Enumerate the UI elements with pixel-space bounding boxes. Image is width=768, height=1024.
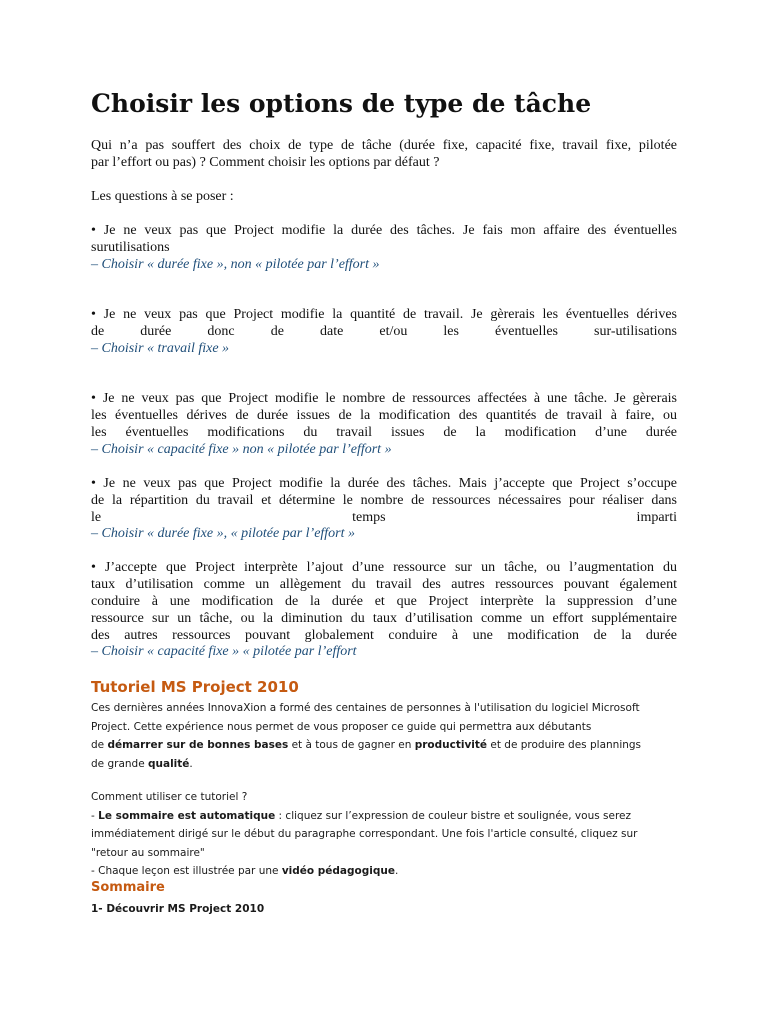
question-line: • Je ne veux pas que Project modifie le nombre de ressources affectées à une tâche. Je gèrerais (91, 391, 677, 406)
question-line: surutilisations (91, 240, 170, 255)
usage-line: immédiatement dirigé sur le début du paragraphe correspondant. Une fois l'article consulté, cliquez sur (91, 828, 638, 840)
usage-label: Comment utiliser ce tutoriel ? (91, 791, 248, 803)
sommaire-heading: Sommaire (91, 880, 165, 895)
text-run: et de produire des plannings (487, 739, 642, 751)
usage-line (91, 862, 677, 881)
question-line: • J’accepte que Project interprète l’ajout d’une ressource sur un tâche, ou l’augmentation du (91, 560, 677, 575)
question-line: • Je ne veux pas que Project modifie la durée des tâches. Je fais mon affaire des éventuelles (91, 223, 677, 238)
question-item (91, 559, 677, 644)
text-run: de grande (91, 757, 148, 770)
text-run: . (189, 757, 193, 770)
choice-recommendation: – Choisir « durée fixe », « pilotée par l’effort » (91, 526, 356, 541)
emphasis-text: vidéo pédagogique (281, 865, 395, 877)
sommaire-first-item[interactable] (91, 900, 677, 919)
choice-recommendation: – Choisir « capacité fixe » « pilotée par l’effort (91, 644, 357, 659)
question-line: • Je ne veux pas que Project modifie la quantité de travail. Je gèrerais les éventuelles dérives (91, 307, 677, 322)
question-line: de la répartition du travail et détermine le nombre de ressources nécessaires pour réaliser dans (91, 493, 677, 508)
question-item (91, 475, 677, 526)
usage-line (91, 807, 677, 826)
emphasis-text: Le sommaire est automatique (98, 809, 276, 822)
tutorial-line (91, 736, 677, 755)
usage-line: "retour au sommaire" (91, 846, 205, 859)
choice-recommendation: – Choisir « travail fixe » (91, 341, 230, 356)
intro-line: Qui n’a pas souffert des choix de type de tâche (durée fixe, capacité fixe, travail fixe, pilotée (91, 138, 677, 153)
emphasis-text: qualité (148, 757, 190, 770)
usage-instructions (91, 788, 677, 881)
question-line: ressource sur un tâche, ou la diminution du taux d’utilisation comme un effort supplémentaire (91, 611, 677, 626)
emphasis-text: démarrer sur de bonnes bases (107, 739, 289, 751)
text-run: et à tous de gagner en (288, 739, 415, 751)
question-item (91, 306, 677, 340)
text-run: de (91, 739, 108, 751)
question-line: • Je ne veux pas que Project modifie la durée des tâches. Mais j’accepte que Project s’occupe (91, 476, 677, 491)
sommaire-item-label: 1- Découvrir MS Project 2010 (91, 903, 265, 915)
text-run: - (91, 809, 99, 822)
text-run: . (394, 865, 399, 877)
choice-recommendation: – Choisir « capacité fixe » non « pilotée par l’effort » (91, 442, 392, 457)
tutorial-line (91, 755, 677, 774)
questions-label: Les questions à se poser : (91, 189, 234, 204)
page-title: Choisir les options de type de tâche (91, 89, 592, 118)
text-run: : cliquez sur l’expression de couleur bistre et soulignée, vous serez (275, 809, 632, 822)
question-line: des autres ressources pouvant globalement conduire à une modification de la durée (91, 628, 677, 643)
question-line: le temps imparti (91, 510, 677, 525)
intro-paragraph (91, 137, 677, 171)
tutorial-paragraph (91, 699, 677, 773)
question-line: taux d’utilisation comme un allègement du travail des autres ressources pouvant également (91, 577, 677, 592)
tutorial-line: Project. Cette expérience nous permet de vous proposer ce guide qui permettra aux débutants (91, 720, 592, 733)
question-line: conduire à une modification de la durée et que Project interprète la suppression d’une (91, 594, 677, 609)
emphasis-text: productivité (414, 739, 488, 751)
choice-recommendation: – Choisir « durée fixe », non « pilotée par l’effort » (91, 257, 380, 272)
question-item (91, 222, 677, 256)
question-line: de durée donc de date et/ou les éventuelles sur-utilisations (91, 324, 677, 339)
tutorial-line: Ces dernières années InnovaXion a formé des centaines de personnes à l'utilisation du logiciel Microsoft (91, 702, 640, 714)
question-line: les éventuelles modifications du travail issues de la modification d’une durée (91, 425, 677, 440)
question-item (91, 390, 677, 441)
intro-line: par l’effort ou pas) ? Comment choisir les options par défaut ? (91, 155, 440, 170)
question-line: les éventuelles dérives de durée issues de la modification des quantités de travail à faire, ou (91, 408, 677, 423)
tutorial-heading: Tutoriel MS Project 2010 (91, 678, 299, 696)
text-run: - Chaque leçon est illustrée par une (91, 865, 282, 877)
